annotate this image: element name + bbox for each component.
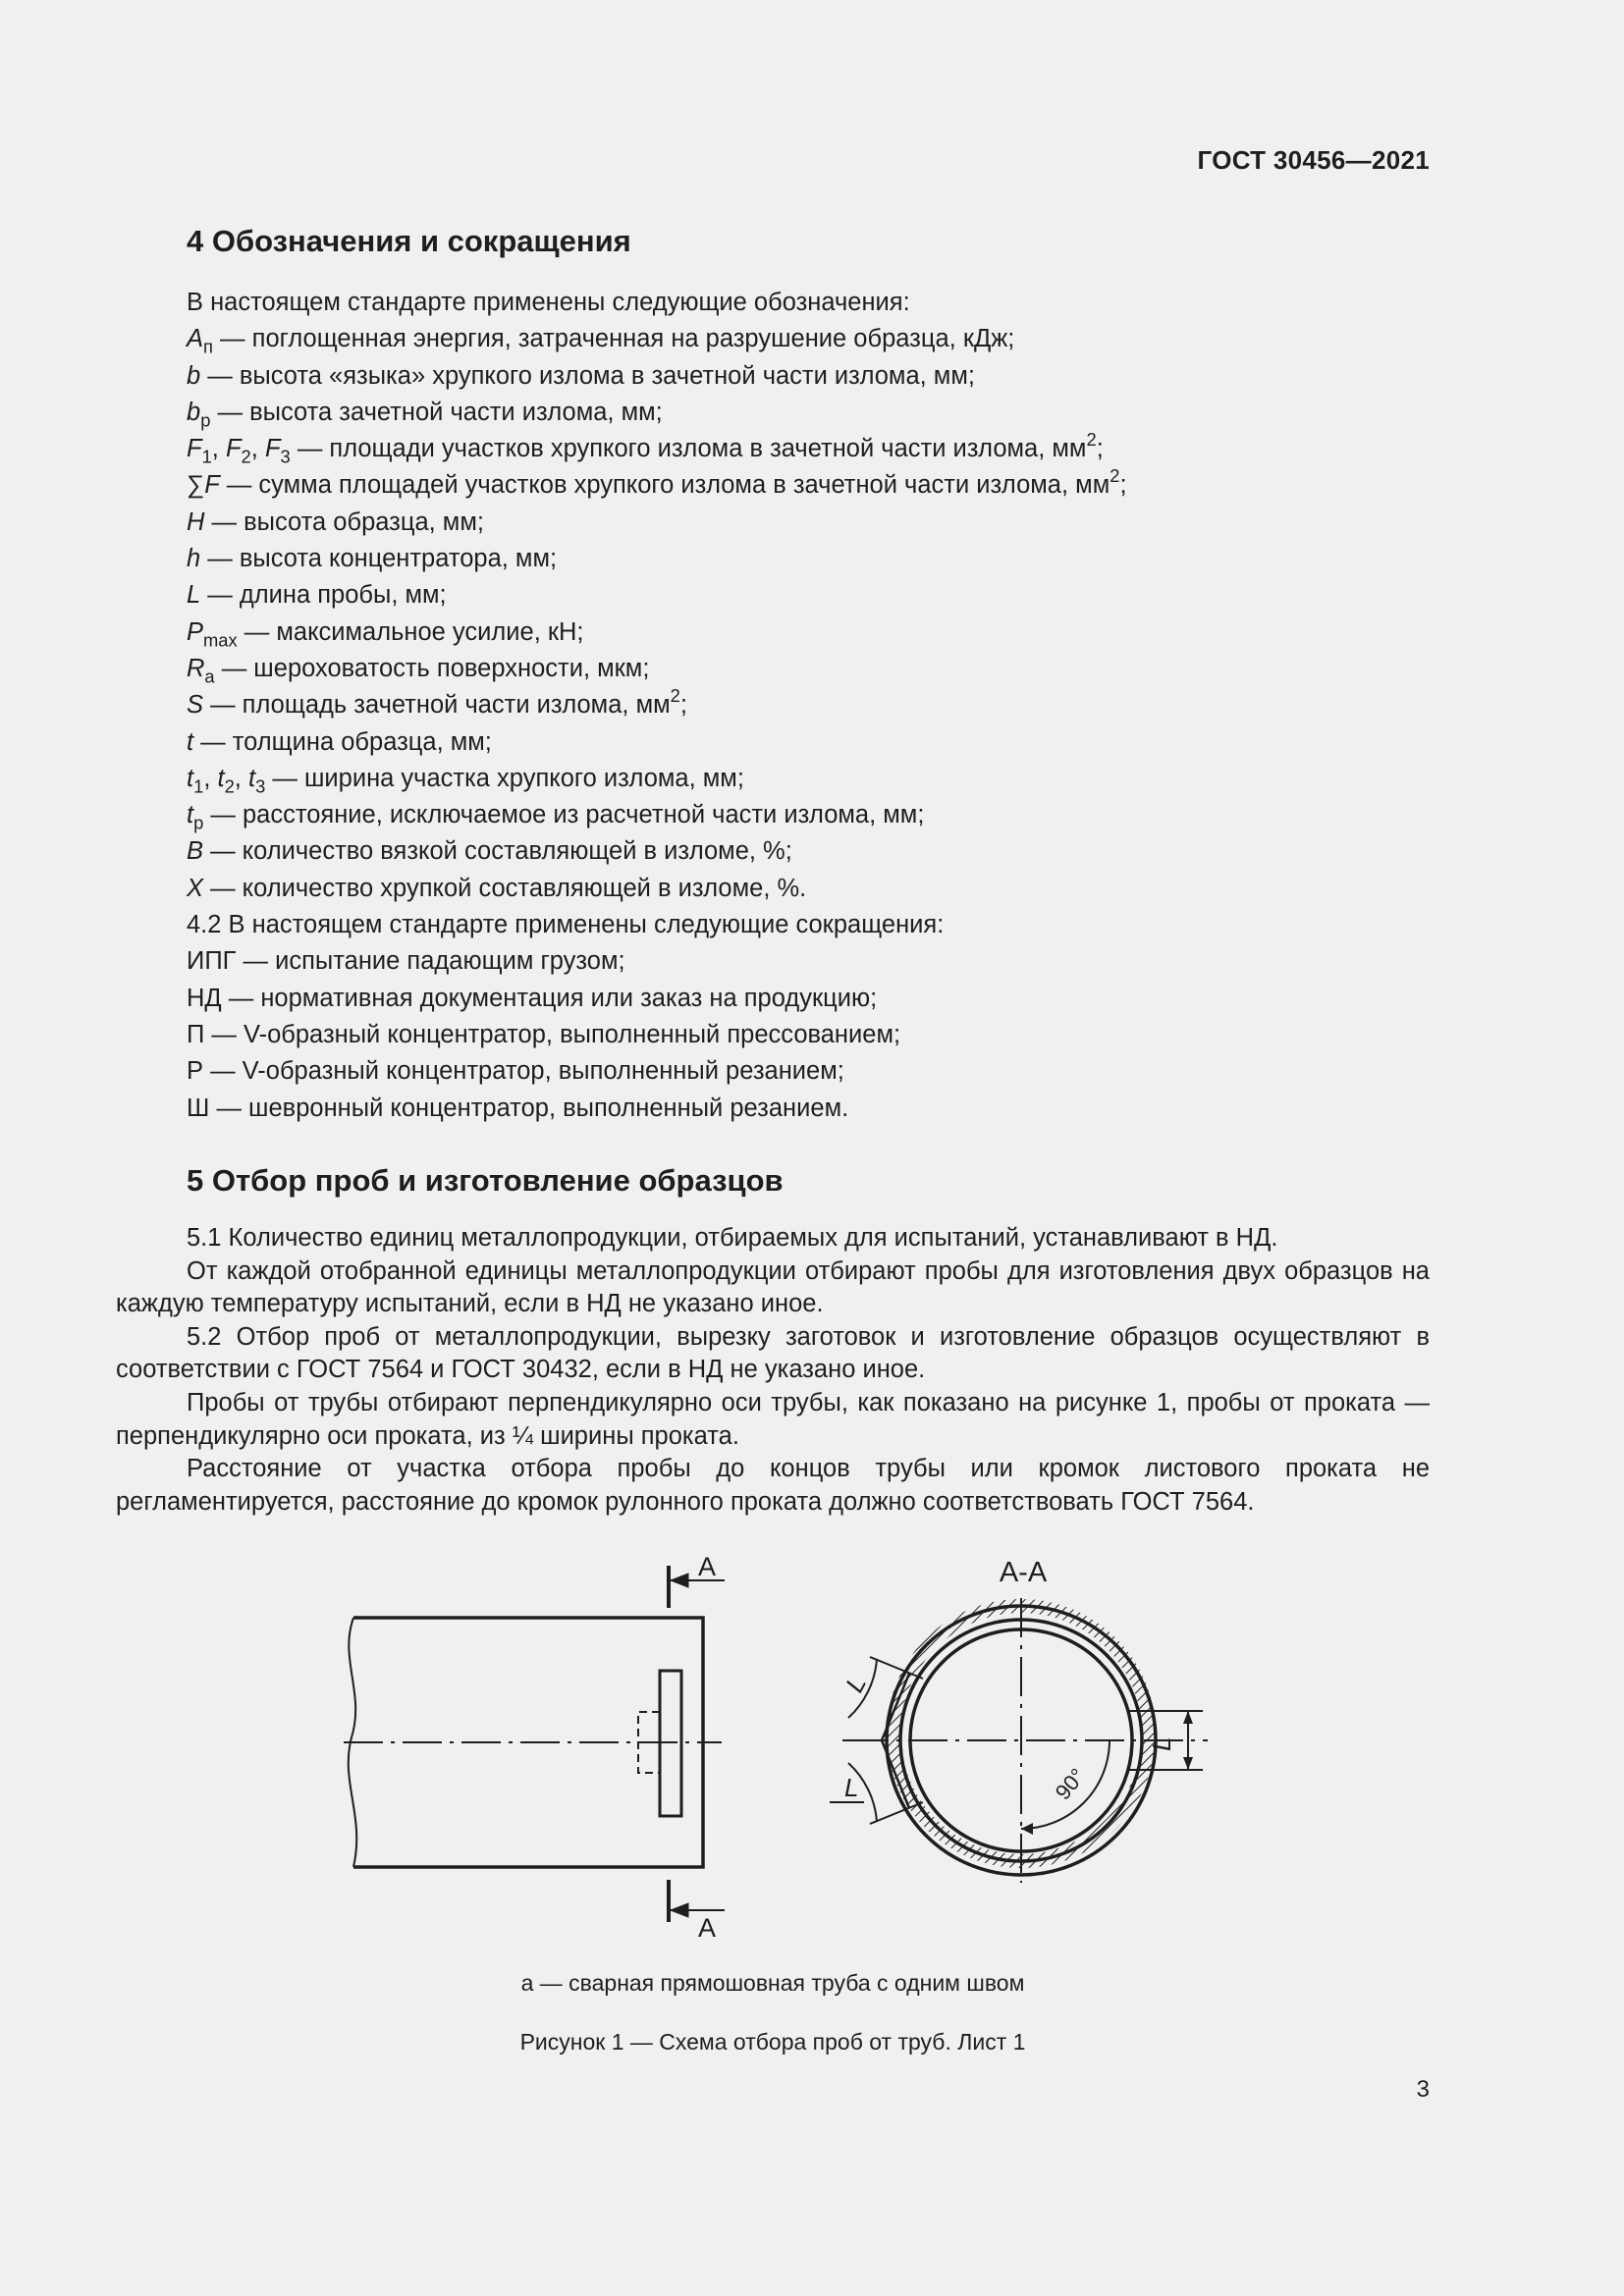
section-title: А-А [999,1557,1048,1588]
abbreviation-entry: ИПГ — испытание падающим грузом; [187,947,625,976]
dim-right: L [1147,1736,1176,1751]
symbol-entry: $t_1$, $t_2$, $t_3$ — ширина участка хрупкого излома, мм; [187,764,744,797]
paragraph: Расстояние от участка отбора пробы до концов трубы или кромок листового проката не регламентируется, расстояние до кромок рулонного проката должно соответствовать ГОСТ 7564. [116,1455,1430,1516]
symbol-entry: b — высота «языка» хрупкого излома в зачетной части излома, мм; [187,361,975,390]
abbreviation-entry: НД — нормативная документация или заказ на продукцию; [187,984,878,1012]
section-mark-bottom: A [697,1913,717,1943]
symbol-entry: S — площадь зачетной части излома, $мм^2$; [187,685,687,720]
symbol-entry: $A_п$ — поглощенная энергия, затраченная на разрушение образца, кДж; [187,325,1015,357]
section-4-body [187,285,1434,1127]
dim-left-lower: L [844,1773,859,1802]
abbreviation-entry: Ш — шевронный концентратор, выполненный резанием. [187,1094,849,1122]
dim-left-upper: L [839,1670,873,1697]
symbol-entry: t — толщина образца, мм; [187,727,492,756]
symbol-entry: $b_р$ — высота зачетной части излома, мм; [187,398,663,431]
symbol-entry: $t_р$ — расстояние, исключаемое из расчетной части излома, мм; [187,801,925,833]
symbol-entry: $R_a$ — шероховатость поверхности, мкм; [187,654,650,687]
section-5-body [116,1222,1430,1519]
page-number: 3 [1416,2076,1430,2103]
symbol-entry: $F_1$, $F_2$, $F_3$ — площади участков хрупкого излома в зачетной части излома, $мм^2$; [187,429,1104,467]
section-4-title: 4 Обозначения и сокращения [187,224,631,258]
document-id: ГОСТ 30456—2021 [1197,145,1430,175]
angle-label: 90° [1050,1763,1091,1805]
symbol-entry: X — количество хрупкой составляющей в изломе, %. [187,874,807,902]
paragraph: Пробы от трубы отбирают перпендикулярно оси трубы, как показано на рисунке 1, пробы от проката — перпендикулярно оси проката, из ¼ ширины проката. [116,1388,1430,1450]
abbreviation-entry: Р — V-образный концентратор, выполненный резанием; [187,1057,844,1086]
symbol-entry: $P_{max}$ — максимальное усилие, кН; [187,617,584,651]
symbol-entry: B — количество вязкой составляющей в изломе, %; [187,837,792,866]
abbreviation-entry: П — V-образный концентратор, выполненный прессованием; [187,1020,901,1048]
symbol-entry: L — длина пробы, мм; [187,581,447,610]
symbols-intro: В настоящем стандарте применены следующие обозначения: [187,289,910,316]
paragraph: 5.2 Отбор проб от металлопродукции, вырезку заготовок и изготовление образцов осуществляют в соответствии с ГОСТ 7564 и ГОСТ 30432, если в НД не указано иное. [116,1322,1430,1384]
symbol-entry: H — высота образца, мм; [187,507,484,536]
symbol-entry: h — высота концентратора, мм; [187,545,558,573]
symbol-entry: ∑F — сумма площадей участков хрупкого излома в зачетной части излома, $мм^2$; [187,465,1127,500]
abbreviations-intro: 4.2 В настоящем стандарте применены следующие сокращения: [187,911,945,939]
pipe-sampling-figure [334,1549,1237,1961]
figure-caption: Рисунок 1 — Схема отбора проб от труб. Лист 1 [519,2029,1026,2055]
paragraph: От каждой отобранной единицы металлопродукции отбирают пробы для изготовления двух образцов на каждую температуру испытаний, если в НД не указано иное. [116,1256,1430,1318]
pipe-side-view [344,1618,722,1867]
section-mark-top: A [697,1552,717,1581]
figure-subcaption: а — сварная прямошовная труба с одним швом [520,1970,1025,1996]
paragraph: 5.1 Количество единиц металлопродукции, отбираемых для испытаний, устанавливают в НД. [187,1224,1278,1252]
section-5-title: 5 Отбор проб и изготовление образцов [187,1163,784,1198]
